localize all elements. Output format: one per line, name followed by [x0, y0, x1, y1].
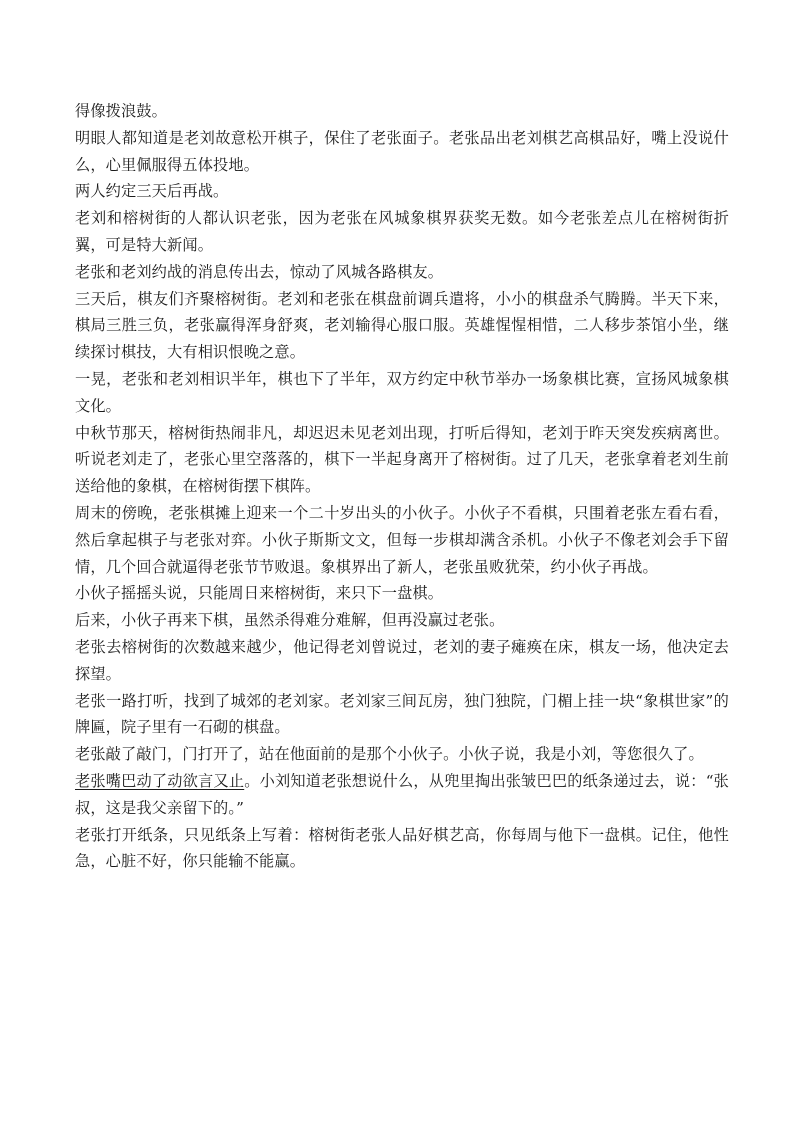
paragraph-5: 老张和老刘约战的消息传出去，惊动了风城各路棋友。 — [75, 262, 444, 281]
paragraph-10: 小伙子摇摇头说，只能周日来榕树街，来只下一盘棋。 — [75, 584, 444, 603]
paragraph-4: 老刘和榕树街的人都认识老张，因为老张在风城象棋界获奖无数。如今老张差点儿在榕树街折翼，可是特大新闻。 — [75, 209, 729, 254]
paragraph-2: 明眼人都知道是老刘故意松开棋子，保住了老张面子。老张品出老刘棋艺高棋品好，嘴上没说什么，心里佩服得五体投地。 — [75, 128, 729, 174]
paragraph-13: 老张一路打听，找到了城郊的老刘家。老刘家三间瓦房，独门独院，门楣上挂一块“象棋世家”的牌匾，院子里有一石砌的棋盘。 — [75, 691, 729, 737]
paragraph-1: 得像拨浪鼓。 — [75, 102, 168, 120]
paragraph-8: 中秋节那天，榕树街热闹非凡，却迟迟未见老刘出现，打听后得知，老刘于昨天突发疾病离世。听说老刘走了，老张心里空落落的，棋下一半起身离开了榕树街。过了几天，老张拿着老刘生前送给他的象棋，在榕树街摆下棋阵。 — [75, 423, 729, 496]
paragraph-14: 老张敲了敲门，门打开了，站在他面前的是那个小伙子。小伙子说，我是小刘，等您很久了。 — [75, 745, 704, 764]
paragraph-15 — [75, 768, 729, 822]
paragraph-15-rest: 。小刘知道老张想说什么，从兜里掏出张皱巴巴的纸条递过去，说：“张叔，这是我父亲留下的。” — [75, 771, 729, 817]
paragraph-11: 后来，小伙子再来下棋，虽然杀得难分难解，但再没赢过老张。 — [75, 611, 505, 630]
paragraph-12: 老张去榕树街的次数越来越少，他记得老刘曾说过，老刘的妻子瘫痪在床，棋友一场，他决定去探望。 — [75, 637, 729, 683]
paragraph-9: 周末的傍晚，老张棋摊上迎来一个二十岁出头的小伙子。小伙子不看棋，只围着老张左看右看，然后拿起棋子与老张对弈。小伙子斯斯文文，但每一步棋却满含杀机。小伙子不像老刘会手下留情，几个回合就逼得老张节节败退。象棋界出了新人，老张虽败犹荣，约小伙子再战。 — [75, 503, 729, 576]
paragraph-16: 老张打开纸条，只见纸条上写着：榕树街老张人品好棋艺高，你每周与他下一盘棋。记住，他性急，心脏不好，你只能输不能赢。 — [75, 825, 729, 871]
paragraph-7: 一晃，老张和老刘相识半年，棋也下了半年，双方约定中秋节举办一场象棋比赛，宣扬风城象棋文化。 — [75, 369, 729, 415]
underlined-phrase: 老张嘴巴动了动欲言又止 — [75, 771, 245, 790]
paragraph-6: 三天后，棋友们齐聚榕树街。老刘和老张在棋盘前调兵遣将，小小的棋盘杀气腾腾。半天下来，棋局三胜三负，老张赢得浑身舒爽，老刘输得心服口服。英雄惺惺相惜，二人移步茶馆小坐，继续探讨棋技，大有相识恨晚之意。 — [75, 289, 729, 362]
paragraph-3: 两人约定三天后再战。 — [75, 182, 229, 201]
story-text — [75, 98, 729, 875]
